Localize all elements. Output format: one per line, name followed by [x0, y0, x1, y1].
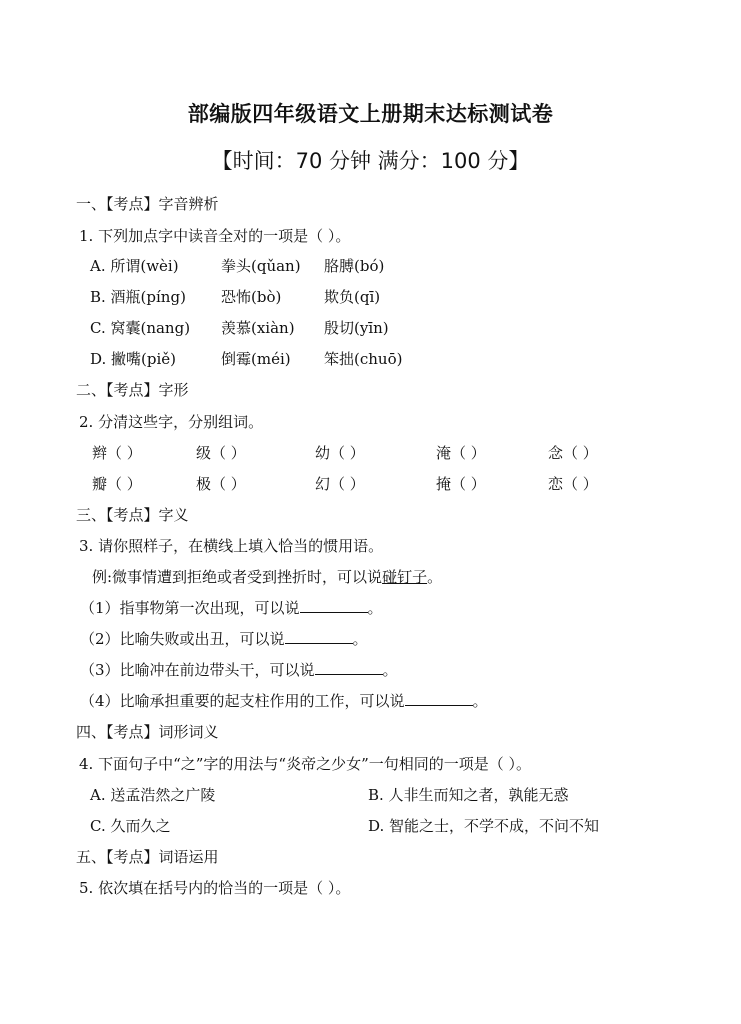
q4-option: B. 人非生而知之者，孰能无惑: [368, 786, 569, 804]
q2-word-item: 幻（ ）: [315, 475, 365, 493]
section-1-heading: 一、【考点】字音辨析: [76, 195, 219, 213]
q3-item-text: （2）比喻失败或出丑，可以说: [80, 630, 285, 648]
q3-item-text: （3）比喻冲在前边带头干，可以说: [80, 661, 315, 679]
q3-item-text: （4）比喻承担重要的起支柱作用的工作，可以说: [80, 692, 405, 710]
q3-item: [80, 629, 368, 649]
question-1: 1. 下列加点字中读音全对的一项是（ ）。: [79, 227, 351, 245]
q3-item-end: 。: [382, 661, 398, 679]
q1-option: 羡慕(xiàn): [221, 319, 295, 337]
question-5: 5. 依次填在括号内的恰当的一项是（ ）。: [79, 879, 351, 897]
q1-option: 倒霉(méi): [221, 350, 291, 368]
q3-item-end: 。: [472, 692, 488, 710]
question-4: 4. 下面句子中“之”字的用法与“炎帝之少女”一句相同的一项是（ ）。: [79, 755, 532, 773]
q1-option: C. 窝囊(nang): [90, 319, 191, 337]
q4-option: A. 送孟浩然之广陵: [90, 786, 216, 804]
q2-word-item: 级（ ）: [196, 444, 246, 462]
section-3-heading: 三、【考点】字义: [76, 506, 189, 524]
q1-option: 胳膊(bó): [324, 257, 385, 275]
q3-item: [80, 660, 398, 680]
q3-example: [92, 567, 442, 587]
question-3: 3. 请你照样子，在横线上填入恰当的惯用语。: [79, 537, 384, 555]
q1-option: D. 撇嘴(piě): [90, 350, 177, 368]
q2-word-item: 瓣（ ）: [92, 475, 142, 493]
q3-example-end: 。: [427, 568, 443, 586]
q4-option: C. 久而久之: [90, 817, 171, 835]
q2-word-item: 掩（ ）: [436, 475, 486, 493]
q2-word-item: 恋（ ）: [548, 475, 598, 493]
answer-blank[interactable]: [300, 598, 368, 613]
page-title: 部编版四年级语文上册期末达标测试卷: [187, 101, 554, 126]
q3-item: [80, 691, 488, 711]
answer-blank[interactable]: [315, 660, 383, 675]
q3-item-end: 。: [352, 630, 368, 648]
q1-option: 笨拙(chuō): [324, 350, 403, 368]
q1-option: 拳头(qǔan): [221, 257, 301, 275]
q3-item: [80, 598, 383, 618]
q1-option: 恐怖(bò): [221, 288, 282, 306]
q2-word-item: 念（ ）: [548, 444, 598, 462]
answer-blank[interactable]: [405, 691, 473, 706]
q3-example-answer: 碰钉子: [382, 568, 428, 586]
section-2-heading: 二、【考点】字形: [76, 381, 189, 399]
q2-word-item: 幼（ ）: [315, 444, 365, 462]
answer-blank[interactable]: [285, 629, 353, 644]
q3-item-text: （1）指事物第一次出现，可以说: [80, 599, 300, 617]
q3-example-text: 例:微事情遭到拒绝或者受到挫折时，可以说: [92, 568, 383, 586]
q2-word-item: 辫（ ）: [92, 444, 142, 462]
section-4-heading: 四、【考点】词形词义: [76, 723, 219, 741]
q1-option: B. 酒瓶(píng): [90, 288, 186, 306]
q1-option: A. 所谓(wèi): [90, 257, 179, 275]
exam-info: 【时间：70 分钟 满分：100 分】: [211, 149, 530, 173]
section-5-heading: 五、【考点】词语运用: [76, 848, 219, 866]
q2-word-item: 淹（ ）: [436, 444, 486, 462]
q3-item-end: 。: [367, 599, 383, 617]
q4-option: D. 智能之士，不学不成，不问不知: [368, 817, 600, 835]
q1-option: 殷切(yīn): [324, 319, 389, 337]
question-2: 2. 分清这些字，分别组词。: [79, 413, 264, 431]
q2-word-item: 极（ ）: [196, 475, 246, 493]
q1-option: 欺负(qī): [324, 288, 381, 306]
